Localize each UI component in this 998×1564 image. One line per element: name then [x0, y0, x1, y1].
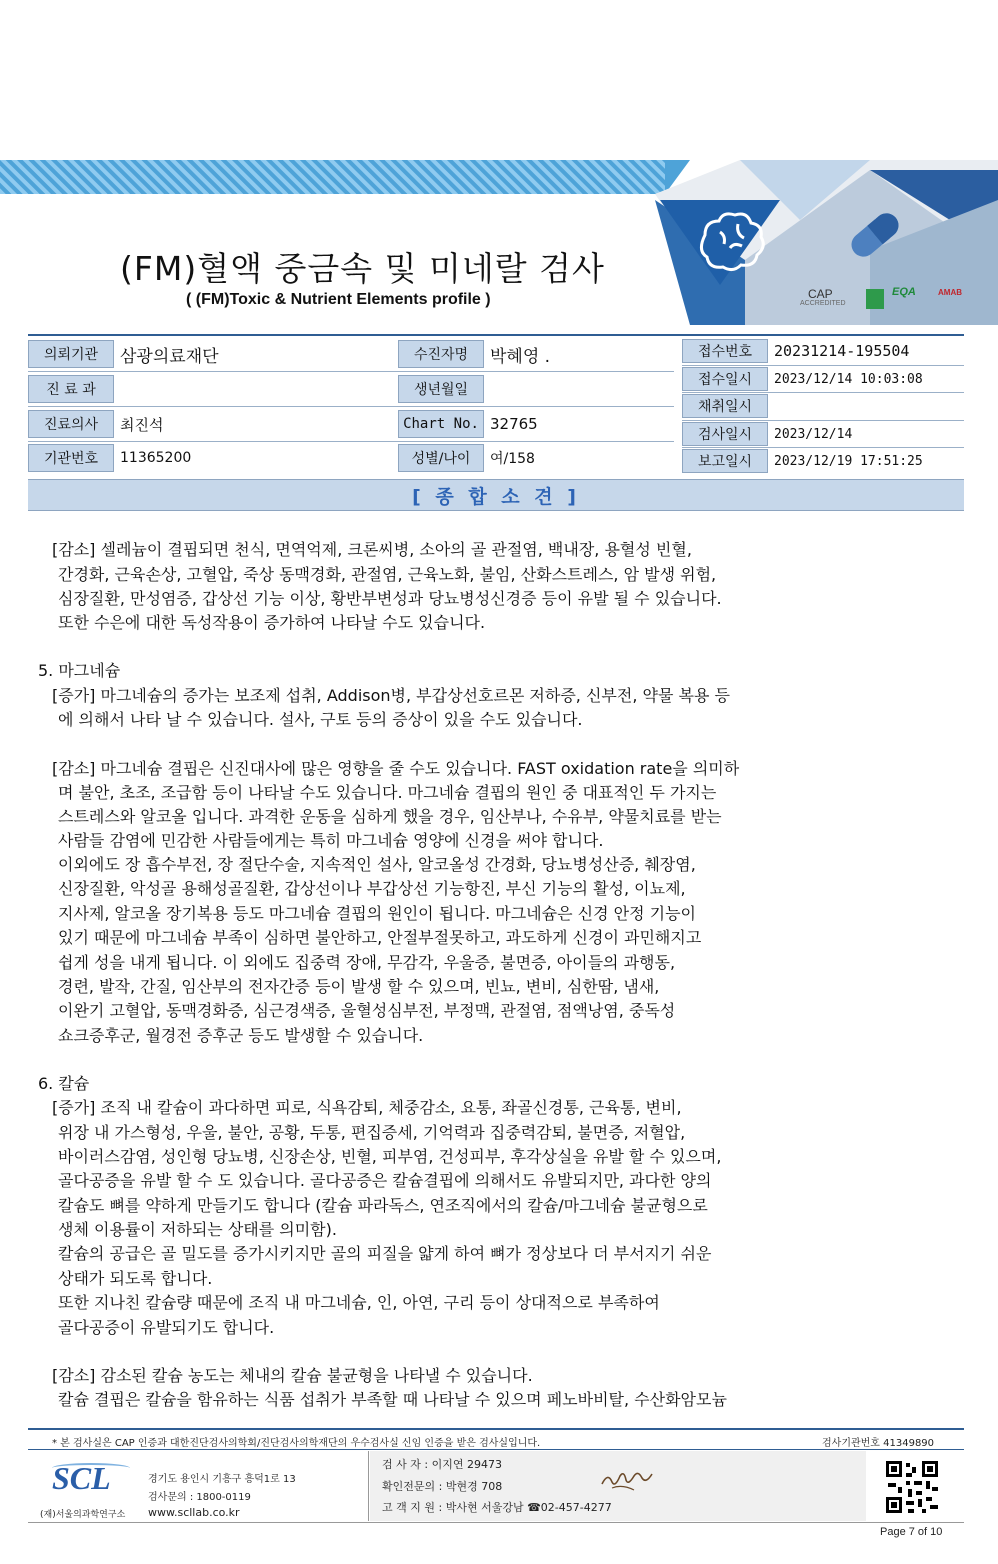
- qr-code-icon: [884, 1459, 940, 1515]
- footer-bottom-rule: [28, 1522, 964, 1523]
- row-divider: [682, 447, 964, 448]
- body-line: 있기 때문에 마그네슘 부족이 심하면 불안하고, 안절부절못하고, 과도하게 신경이 과민해지고: [58, 928, 702, 947]
- body-line: 생체 이용률이 저하되는 상태를 의미함).: [58, 1220, 337, 1239]
- body-line: 칼슘도 뼈를 약하게 만들기도 합니다 (칼슘 파라독스, 연조직에서의 칼슘/마그네슘 불균형으로: [58, 1196, 708, 1215]
- body-line: 간경화, 근육손상, 고혈압, 죽상 동맥경화, 관절염, 근육노화, 불임, 산화스트레스, 암 발생 위험,: [58, 565, 717, 584]
- label-institution: 의뢰기관: [28, 340, 114, 368]
- website: www.scllab.co.kr: [148, 1506, 240, 1519]
- row-divider: [28, 371, 674, 372]
- body-line: 칼슘 결핍은 칼슘을 함유하는 식품 섭취가 부족할 때 나타날 수 있으며 페노바비탈, 수산화암모늄: [58, 1390, 727, 1409]
- body-line: [감소] 마그네슘 결핍은 신진대사에 많은 영향을 줄 수도 있습니다. FAST oxidation rate을 의미하: [52, 759, 740, 778]
- label-test-date: 검사일시: [682, 422, 768, 446]
- value-birth-date: [484, 375, 674, 403]
- label-receipt-no: 접수번호: [682, 339, 768, 363]
- eqa-badge: EQA: [892, 286, 916, 298]
- body-line: [감소] 셀레늄이 결핍되면 천식, 면역억제, 크론씨병, 소아의 골 관절염, 백내장, 용혈성 빈혈,: [52, 540, 692, 559]
- cap-accredited-label: ACCREDITED: [800, 300, 846, 307]
- amab-badge: AMAB: [938, 288, 962, 297]
- body-line: 며 불안, 초조, 조급함 등이 나타날 수도 있습니다. 마그네슘 결핍의 원인 중 대표적인 두 가지는: [58, 783, 717, 802]
- tester: 검 사 자 : 이지연 29473: [382, 1458, 502, 1471]
- body-line: 지사제, 알코올 장기복용 등도 마그네슘 결핍의 원인이 됩니다. 마그네슘은 신경 안정 기능이: [58, 904, 696, 923]
- body-line: 경련, 발작, 간질, 임산부의 전자간증 등이 발생 할 수 있으며, 빈뇨, 변비, 심한땀, 냄새,: [58, 977, 660, 996]
- row-divider: [682, 365, 964, 366]
- lab-id: 검사기관번호 41349890: [822, 1438, 935, 1449]
- accreditation-notice: * 본 검사실은 CAP 인증과 대한진단검사의학회/진단검사의학재단의 우수검사실 신임 인증을 받은 검사실입니다.: [52, 1438, 541, 1449]
- body-line: 스트레스와 알코올 입니다. 과격한 운동을 심하게 했을 경우, 임산부나, 수유부, 약물치료를 받는: [58, 807, 722, 826]
- body-line: 심장질환, 만성염증, 갑상선 기능 이상, 황반부변성과 당뇨병성신경증 등이 유발 될 수 있습니다.: [58, 589, 722, 608]
- body-line: 에 의해서 나타 날 수 있습니다. 설사, 구토 등의 증상이 있을 수도 있습니다.: [58, 710, 583, 729]
- inquiry-phone: 검사문의 : 1800-0119: [148, 1492, 251, 1503]
- value-institution-no: 11365200: [120, 450, 192, 466]
- value-collection-datetime: [768, 394, 964, 418]
- cap-badge: CAP: [808, 287, 833, 301]
- value-receipt-datetime: 2023/12/14 10:03:08: [774, 371, 923, 387]
- footer-top-rule: [28, 1428, 964, 1430]
- row-divider: [682, 392, 964, 393]
- label-chart-no: Chart No.: [398, 410, 484, 438]
- label-birth-date: 생년월일: [398, 375, 484, 403]
- footer-vsep: [368, 1451, 369, 1521]
- body-line: [감소] 감소된 칼슘 농도는 체내의 칼슘 불균형을 나타낼 수 있습니다.: [52, 1366, 533, 1385]
- body-line: 골다공증이 유발되기도 합니다.: [58, 1318, 275, 1337]
- value-patient-name: 박혜영 .: [490, 346, 551, 367]
- logo-swoosh: [52, 1463, 130, 1473]
- row-divider: [682, 420, 964, 421]
- label-institution-no: 기관번호: [28, 444, 114, 472]
- body-line: 쉽게 성을 내게 됩니다. 이 외에도 집중력 장애, 무감각, 우울증, 불면증, 아이들의 과행동,: [58, 953, 676, 972]
- table-top-rule: [28, 334, 964, 336]
- footer-divider: [28, 1449, 964, 1450]
- page-subtitle: ( (FM)Toxic & Nutrient Elements profile ): [186, 291, 491, 308]
- body-line: 이완기 고혈압, 동맥경화증, 심근경색증, 울혈성심부전, 부정맥, 관절염, 점액낭염, 중독성: [58, 1001, 676, 1020]
- body-line: [증가] 조직 내 칼슘이 과다하면 피로, 식욕감퇴, 체중감소, 요통, 좌골신경통, 근육통, 변비,: [52, 1098, 682, 1117]
- body-line: 신장질환, 악성골 용해성골질환, 갑상선이나 부갑상선 기능항진, 부신 기능의 활성, 이뇨제,: [58, 879, 686, 898]
- body-line: 바이러스감염, 성인형 당뇨병, 신장손상, 빈혈, 피부염, 건성피부, 후각상실을 유발 할 수 있으며,: [58, 1147, 722, 1166]
- body-line: 위장 내 가스형성, 우울, 불안, 공황, 두통, 편집증세, 기억력과 집중력감퇴, 불면증, 저혈압,: [58, 1123, 686, 1142]
- label-sex-age: 성별/나이: [398, 444, 484, 472]
- body-line: 골다공증을 유발 할 수 도 있습니다. 골다공증은 칼슘결핍에 의해서도 유발되지만, 과다한 양의: [58, 1171, 712, 1190]
- label-report-datetime: 보고일시: [682, 449, 768, 473]
- body-line: 칼슘의 공급은 골 밀도를 증가시키지만 골의 피질을 얇게 하여 뼈가 정상보다 더 부서지기 쉬운: [58, 1244, 712, 1263]
- section-heading: 6. 칼슘: [38, 1074, 90, 1093]
- value-institution: 삼광의료재단: [120, 346, 219, 367]
- body-line: [증가] 마그네슘의 증가는 보조제 섭취, Addison병, 부갑상선호르몬 저하증, 신부전, 약물 복용 등: [52, 686, 730, 705]
- section-heading: 5. 마그네슘: [38, 661, 121, 680]
- scl-logo: SCL: [52, 1460, 111, 1496]
- row-divider: [28, 441, 674, 442]
- value-doctor: 최진석: [120, 415, 164, 434]
- body-line: 쇼크증후군, 월경전 증후군 등도 발생할 수 있습니다.: [58, 1026, 424, 1045]
- body-line: 또한 지나친 칼슘량 때문에 조직 내 마그네슘, 인, 아연, 구리 등이 상대적으로 부족하여: [58, 1293, 660, 1312]
- body-line: 또한 수은에 대한 독성작용이 증가하여 나타날 수도 있습니다.: [58, 613, 486, 632]
- value-test-date: 2023/12/14: [774, 426, 853, 442]
- customer-support: 고 객 지 원 : 박사현 서울강남 ☎02-457-4277: [382, 1501, 612, 1514]
- summary-heading: [ 종 합 소 견 ]: [28, 479, 964, 511]
- value-report-datetime: 2023/12/19 17:51:25: [774, 453, 923, 469]
- label-collection-datetime: 채취일시: [682, 394, 768, 418]
- page-title: (FM)혈액 중금속 및 미네랄 검사: [120, 249, 605, 288]
- value-department: [114, 375, 394, 403]
- address: 경기도 용인시 기흥구 흥덕1로 13: [148, 1474, 296, 1485]
- label-department: 진 료 과: [28, 375, 114, 403]
- logo-subtitle: (재)서울의과학연구소: [40, 1510, 126, 1520]
- body-line: 이외에도 장 흡수부전, 장 절단수술, 지속적인 설사, 알코올성 간경화, 당뇨병성산증, 췌장염,: [58, 855, 696, 874]
- value-receipt-no: 20231214-195504: [774, 342, 910, 360]
- label-doctor: 진료의사: [28, 410, 114, 438]
- label-receipt-datetime: 접수일시: [682, 367, 768, 391]
- reviewer: 확인전문의 : 박현경 708: [382, 1480, 503, 1493]
- signature: [598, 1468, 658, 1492]
- label-patient-name: 수진자명: [398, 340, 484, 368]
- value-sex-age: 여/158: [490, 451, 535, 467]
- body-line: 사람들 감염에 민감한 사람들에게는 특히 마그네슘 영양에 신경을 써야 합니다.: [58, 831, 604, 850]
- body-line: 상태가 되도록 합니다.: [58, 1269, 213, 1288]
- page-number: Page 7 of 10: [880, 1526, 943, 1538]
- value-chart-no: 32765: [490, 415, 538, 433]
- row-divider: [28, 406, 674, 407]
- certification-logo: [866, 289, 884, 309]
